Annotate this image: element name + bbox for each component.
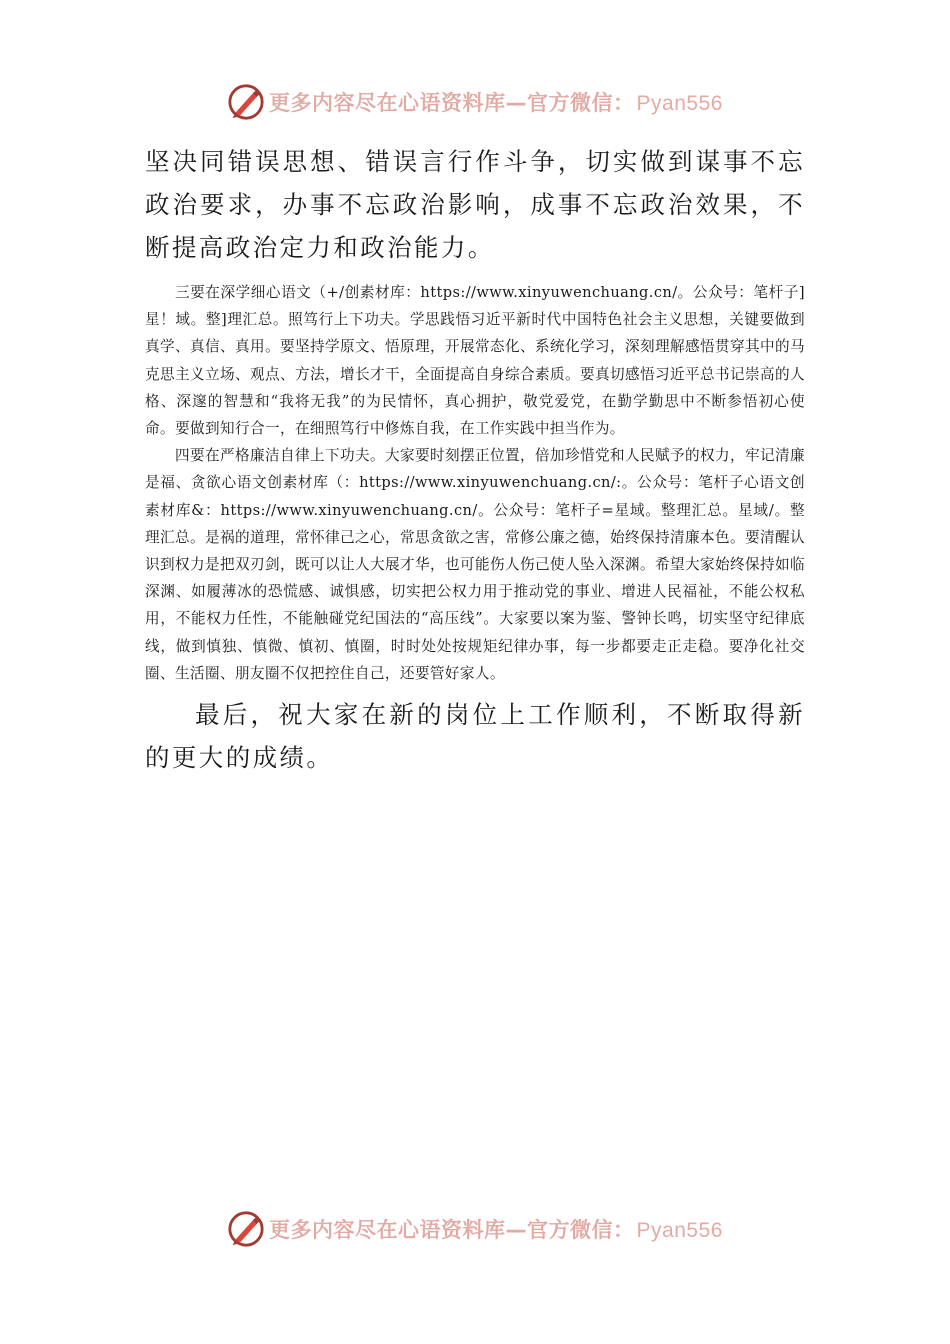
wechat-id: Pyan556 xyxy=(636,1219,723,1242)
banner-text: 更多内容尽在心语资料库—官方微信：Pyan556 xyxy=(269,91,723,115)
wechat-id: Pyan556 xyxy=(636,92,723,115)
footer-banner xyxy=(0,1207,950,1251)
document-body xyxy=(145,140,805,779)
header-banner xyxy=(0,80,950,124)
paragraph-2: 三要在深学细心语文（+/创素材库：https://www.xinyuwenchuang.cn/。公众号：笔杆子]星！域。整]理汇总。照笃行上下功夫。学思践悟习近平新时代中国特色社会主义思想，关键要做到真学、真信、真用。要坚持学原文、悟原理，开展常态化、系统化学习，深刻理解感悟贯穿其中的马克思主义立场、观点、方法，增长才干，全面提高自身综合素质。要真切感悟习近平总书记崇高的人格、深邃的智慧和“我将无我”的为民情怀，真心拥护，敬党爱党，在勤学勤思中不断参悟初心使命。要做到知行合一，在细照笃行中修炼自我，在工作实践中担当作为。 xyxy=(145,284,805,438)
paragraph-3: 四要在严格廉洁自律上下功夫。大家要时刻摆正位置，倍加珍惜党和人民赋予的权力，牢记清廉是福、贪欲心语文创素材库（：https://www.xinyuwenchuang.cn/:。公众号：笔杆子心语文创素材库&：https://www.xinyuwenchuang.cn/。公众号：笔杆子=星域。整理汇总。星域/。整理汇总。是祸的道理，常怀律己之心，常思贪欲之害，常修公廉之德，始终保持清廉本色。要清醒认识到权力是把双刃剑，既可以让人大展才华，也可能伤人伤己使人坠入深渊。希望大家始终保持如临深渊、如履薄冰的恐慌感、诚惧感，切实把公权力用于推动党的事业、增进人民福祉，不能公权私用，不能权力任性，不能触碰党纪国法的“高压线”。大家要以案为鉴、警钟长鸣，切实坚守纪律底线，做到慎独、慎微、慎初、慎圈，时时处处按规矩纪律办事，每一步都要走正走稳。要净化社交圈、生活圈、朋友圈不仅把控住自己，还要管好家人。 xyxy=(145,447,805,682)
paragraph-4: 最后，祝大家在新的岗位上工作顺利，不断取得新的更大的成绩。 xyxy=(145,700,805,773)
pen-logo-icon xyxy=(227,1210,265,1248)
pen-logo-icon xyxy=(227,83,265,121)
banner-text: 更多内容尽在心语资料库—官方微信：Pyan556 xyxy=(269,1218,723,1242)
paragraph-1: 坚决同错误思想、错误言行作斗争，切实做到谋事不忘政治要求，办事不忘政治影响，成事不忘政治效果，不断提高政治定力和政治能力。 xyxy=(145,147,805,262)
